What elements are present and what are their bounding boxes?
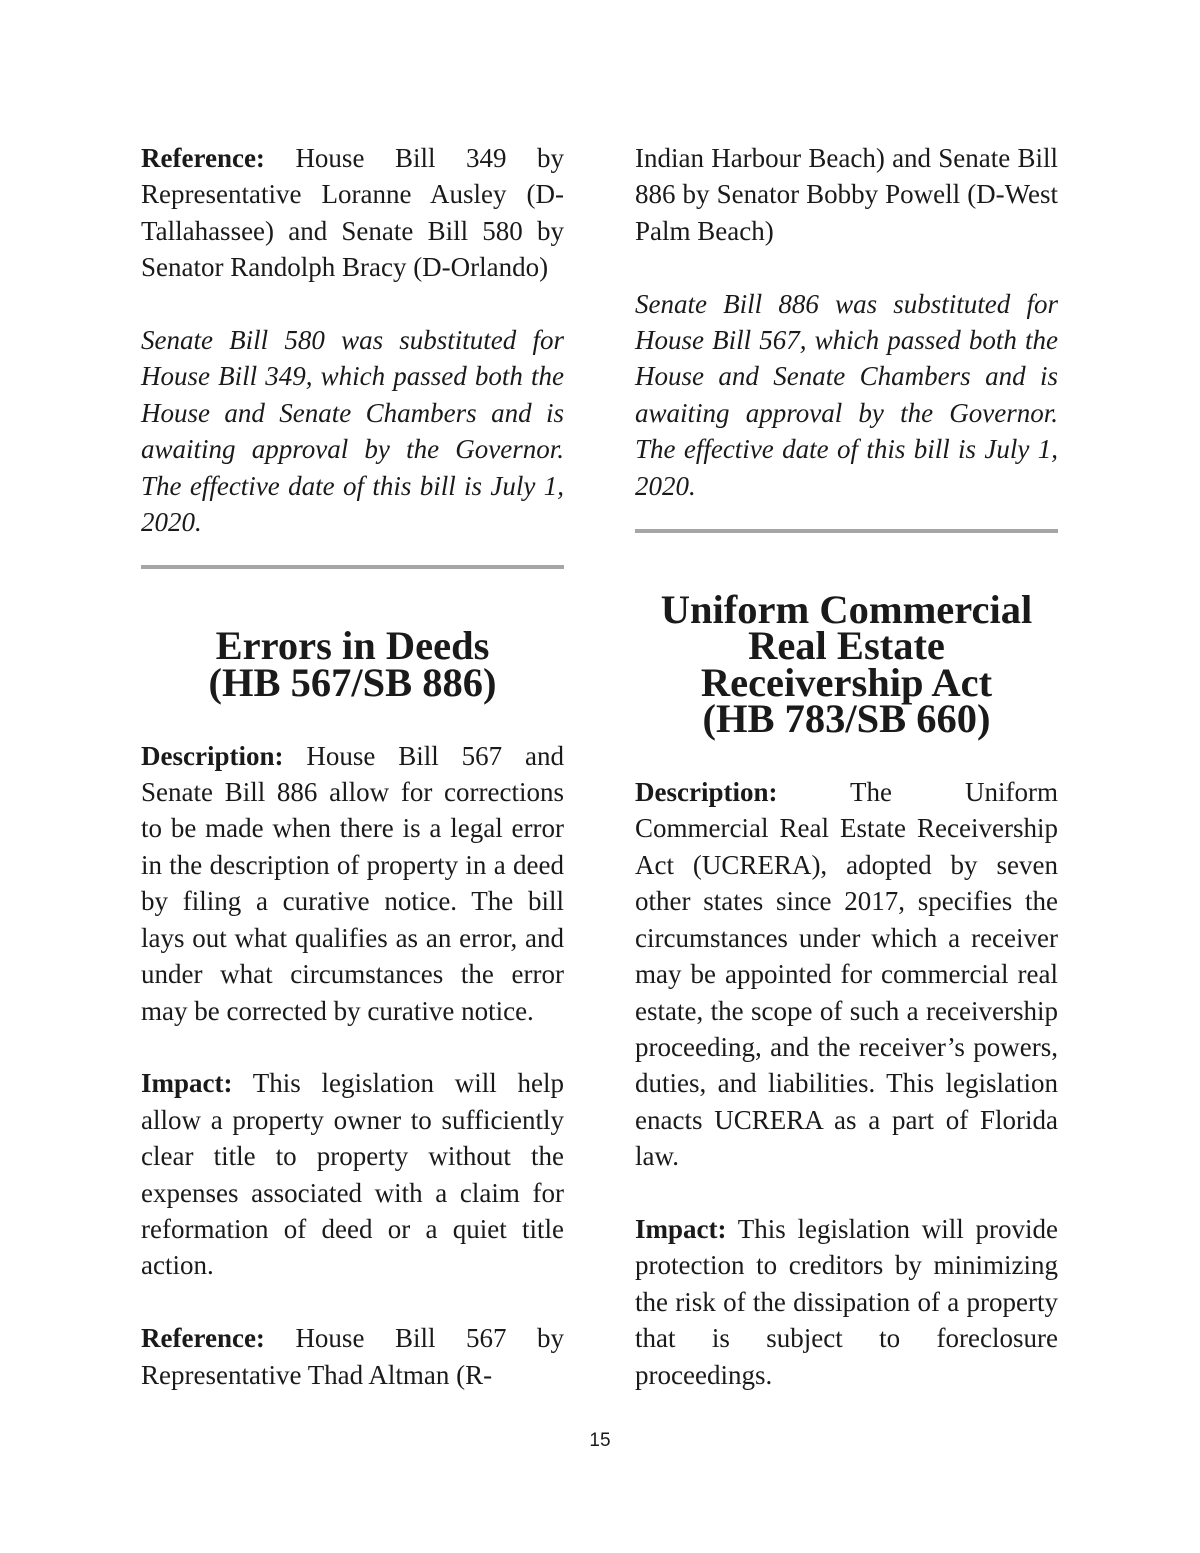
description-text: The Uniform Commercial Real Estate Receivership Act (UCRERA), adopted by seven other states since 2017, specifies the circumstances under which a receiver may be appointed for commercial real estate, the scope of such a receivership proceeding, and the receiver’s powers, duties, and liabilities. This legislation enacts UCRERA as a part of Florida law.	[635, 777, 1058, 1172]
description-paragraph	[635, 774, 1058, 1174]
section-title-line-2: Receivership Act	[700, 659, 993, 705]
right-column	[635, 140, 1058, 1393]
impact-label: Impact:	[635, 1213, 727, 1244]
impact-text: This legislation will provide protection to creditors by minimizing the risk of the dissipation of a property that is subject to foreclosure proceedings.	[635, 1213, 1058, 1390]
section-title-line-1: Uniform Commercial Real Estate	[660, 587, 1033, 669]
reference-label: Reference:	[141, 143, 265, 173]
section-title: Errors in Deeds	[215, 623, 490, 669]
section-bill-numbers: (HB 567/SB 886)	[208, 659, 497, 705]
description-label: Description:	[635, 777, 778, 808]
left-column	[141, 140, 564, 1393]
page-number: 15	[589, 1430, 611, 1451]
section-bill-numbers: (HB 783/SB 660)	[702, 696, 991, 742]
reference-continuation: Indian Harbour Beach) and Senate Bill 886 by Senator Bobby Powell (D-West Palm Beach)	[635, 143, 1058, 246]
reference-text: House Bill 567 by Representative Thad Altman (R-	[141, 1323, 564, 1390]
bill-status-paragraph: Senate Bill 580 was substituted for House Bill 349, which passed both the House and Senate Chambers and is awaiting approval by the Governor. The effective date of this bill is July 1, 2020.	[141, 325, 564, 538]
description-paragraph	[141, 738, 564, 1029]
bill-status-paragraph: Senate Bill 886 was substituted for House Bill 567, which passed both the House and Senate Chambers and is awaiting approval by the Governor. The effective date of this bill is July 1, 2020.	[635, 288, 1058, 501]
impact-paragraph	[635, 1211, 1058, 1393]
reference-text: House Bill 349 by Representative Loranne Ausley (D-Tallahassee) and Senate Bill 580 by Senator Randolph Bracy (D-Orlando)	[141, 143, 564, 283]
section-heading-ucrera	[635, 587, 1058, 742]
impact-label: Impact:	[141, 1068, 233, 1099]
reference-label: Reference:	[141, 1323, 265, 1354]
impact-paragraph	[141, 1065, 564, 1283]
section-heading-errors-in-deeds	[141, 623, 564, 705]
reference-paragraph-continued	[141, 1320, 564, 1393]
impact-text: This legislation will help allow a property owner to sufficiently clear title to property without the expenses associated with a claim for reformation of deed or a quiet title action.	[141, 1068, 564, 1281]
reference-paragraph	[141, 140, 564, 286]
description-text: House Bill 567 and Senate Bill 886 allow for corrections to be made when there is a legal error in the description of property in a deed by filing a curative notice. The bill lays out what qualifies as an error, and under what circumstances the error may be corrected by curative notice.	[141, 740, 564, 1026]
description-label: Description:	[141, 740, 284, 771]
